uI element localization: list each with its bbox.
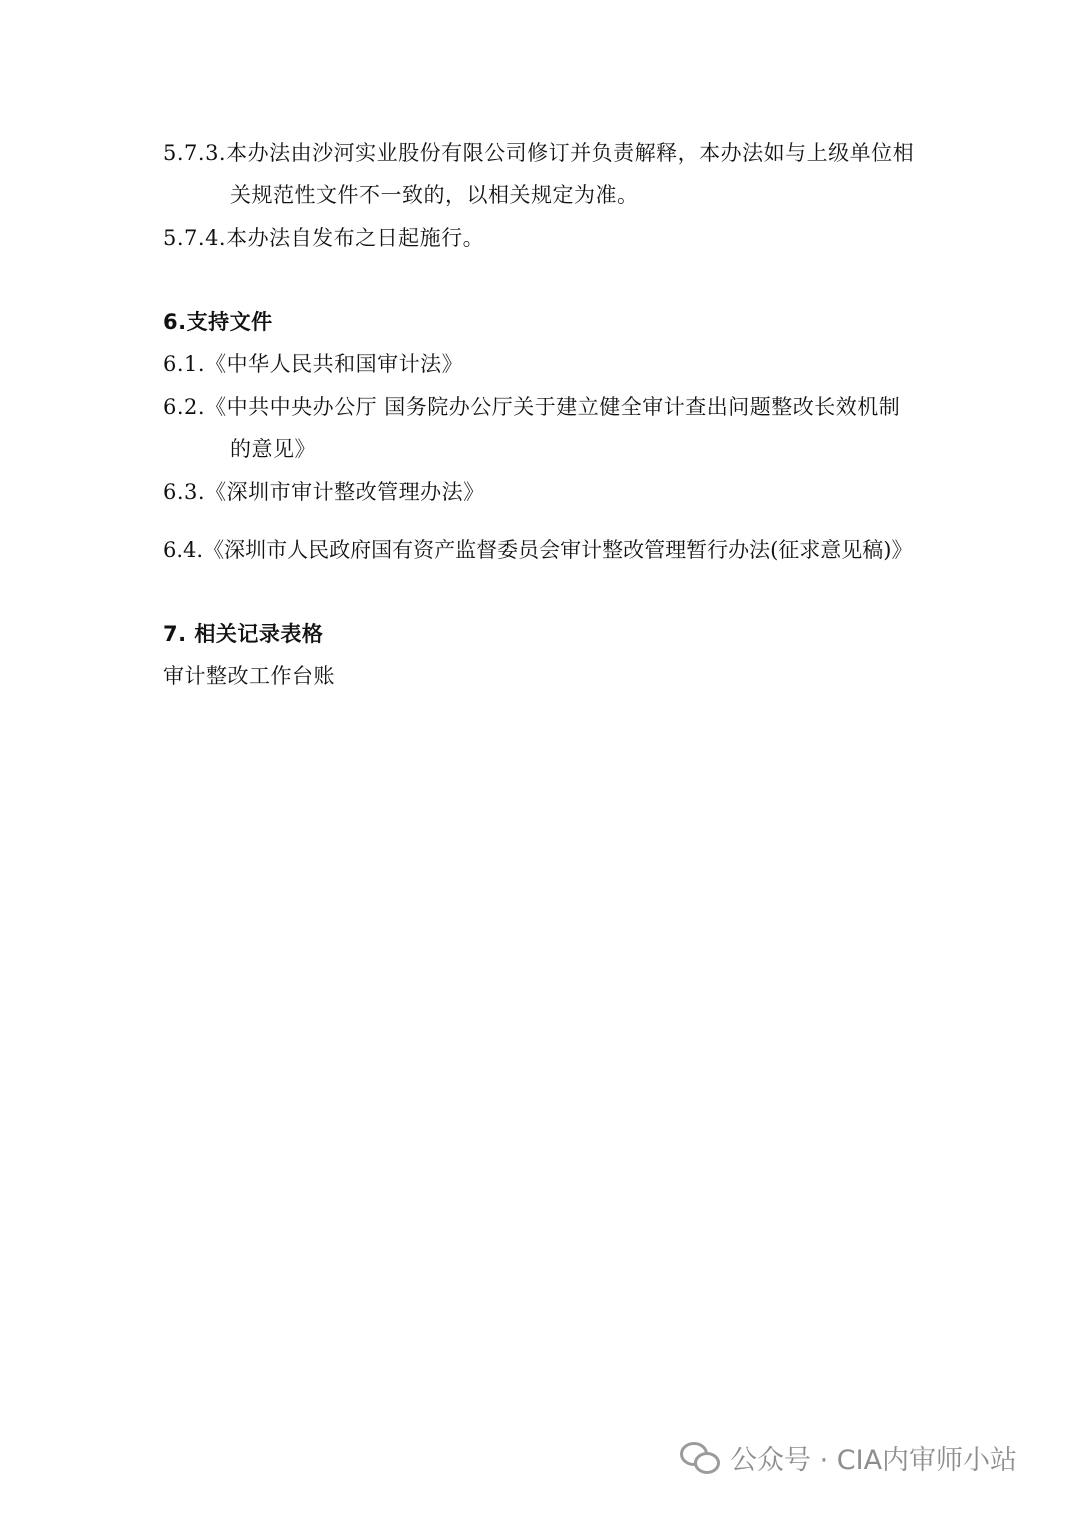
clause-5-7-3-line-1: 5.7.3.本办法由沙河实业股份有限公司修订并负责解释，本办法如与上级单位相	[163, 141, 915, 165]
reference-6-2-line-1: 6.2.《中共中央办公厅 国务院办公厅关于建立健全审计查出问题整改长效机制	[163, 395, 901, 419]
reference-6-3: 6.3.《深圳市审计整改管理办法》	[163, 480, 485, 504]
clause-5-7-3-line-2: 关规范性文件不一致的，以相关规定为准。	[230, 183, 639, 207]
section-7-heading: 7. 相关记录表格	[163, 622, 324, 646]
reference-6-4: 6.4.《深圳市人民政府国有资产监督委员会审计整改管理暂行办法(征求意见稿)》	[163, 538, 913, 562]
record-form-item: 审计整改工作台账	[163, 664, 335, 688]
watermark-text: 公众号 · CIA内审师小站	[730, 1444, 1018, 1476]
wechat-icon	[680, 1440, 720, 1474]
reference-6-1: 6.1.《中华人民共和国审计法》	[163, 352, 464, 376]
reference-6-2-line-2: 的意见》	[230, 437, 316, 461]
clause-5-7-4: 5.7.4.本办法自发布之日起施行。	[163, 226, 485, 250]
section-6-heading: 6.支持文件	[163, 310, 273, 334]
watermark	[680, 1435, 1017, 1479]
